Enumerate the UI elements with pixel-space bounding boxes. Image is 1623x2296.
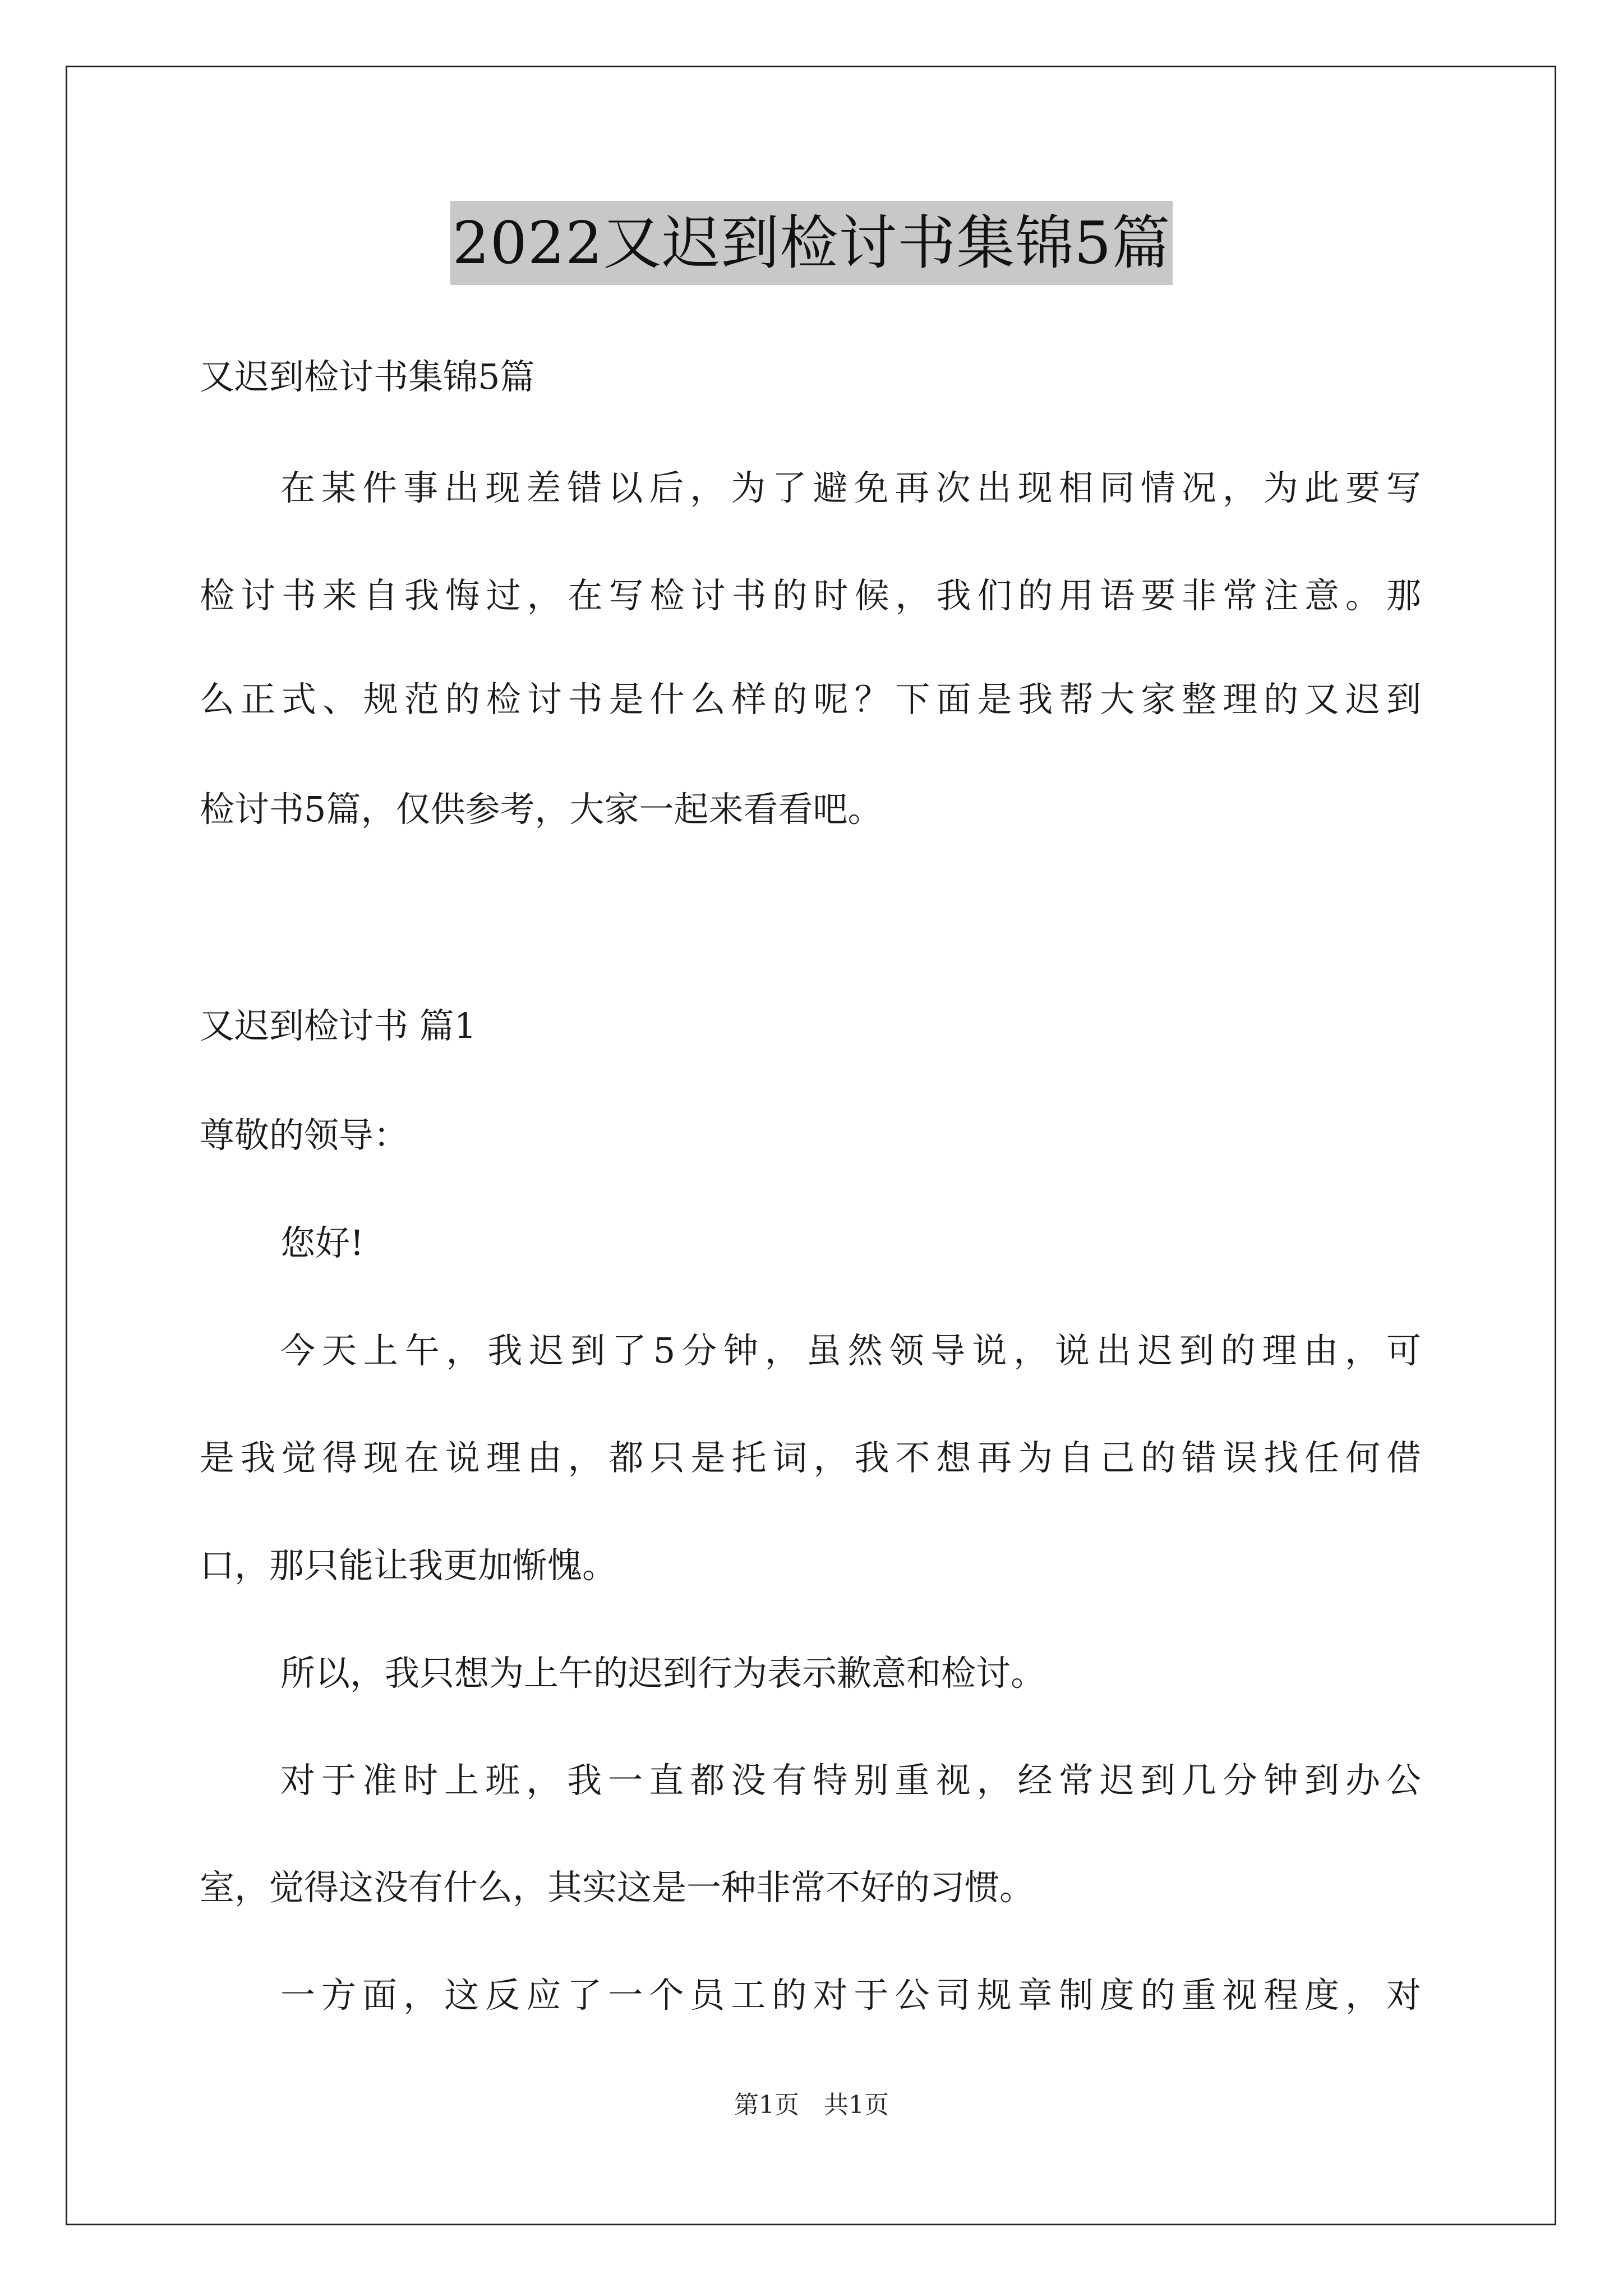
body-line: 口，那只能让我更加惭愧。 (200, 1545, 617, 1586)
document-title-container (0, 201, 1623, 285)
body-line: 室，觉得这没有什么，其实这是一种非常不好的习惯。 (200, 1867, 1035, 1908)
document-title: 2022又迟到检讨书集锦5篇 (450, 201, 1173, 285)
body-line: 今天上午，我迟到了5分钟，虽然领导说，说出迟到的理由，可 (280, 1330, 1421, 1371)
body-line: 一方面，这反应了一个员工的对于公司规章制度的重视程度，对 (280, 1975, 1421, 2016)
body-line: 对于准时上班，我一直都没有特别重视，经常迟到几分钟到办公 (280, 1760, 1421, 1801)
intro-line: 检讨书5篇，仅供参考，大家一起来看看吧。 (200, 789, 883, 830)
salutation: 尊敬的领导： (200, 1115, 409, 1156)
greeting: 您好! (280, 1222, 364, 1263)
body-line: 是我觉得现在说理由，都只是托词，我不想再为自己的错误找任何借 (200, 1437, 1421, 1478)
document-subtitle: 又迟到检讨书集锦5篇 (200, 356, 535, 397)
intro-line: 在某件事出现差错以后，为了避免再次出现相同情况，为此要写 (280, 467, 1421, 508)
body-line: 所以，我只想为上午的迟到行为表示歉意和检讨。 (280, 1653, 1046, 1694)
section-heading: 又迟到检讨书 篇1 (200, 1005, 477, 1046)
intro-line: 么正式、规范的检讨书是什么样的呢？下面是我帮大家整理的又迟到 (200, 679, 1421, 720)
page-footer: 第1页 共1页 (734, 2091, 889, 2119)
intro-line: 检讨书来自我悔过，在写检讨书的时候，我们的用语要非常注意。那 (200, 575, 1421, 616)
